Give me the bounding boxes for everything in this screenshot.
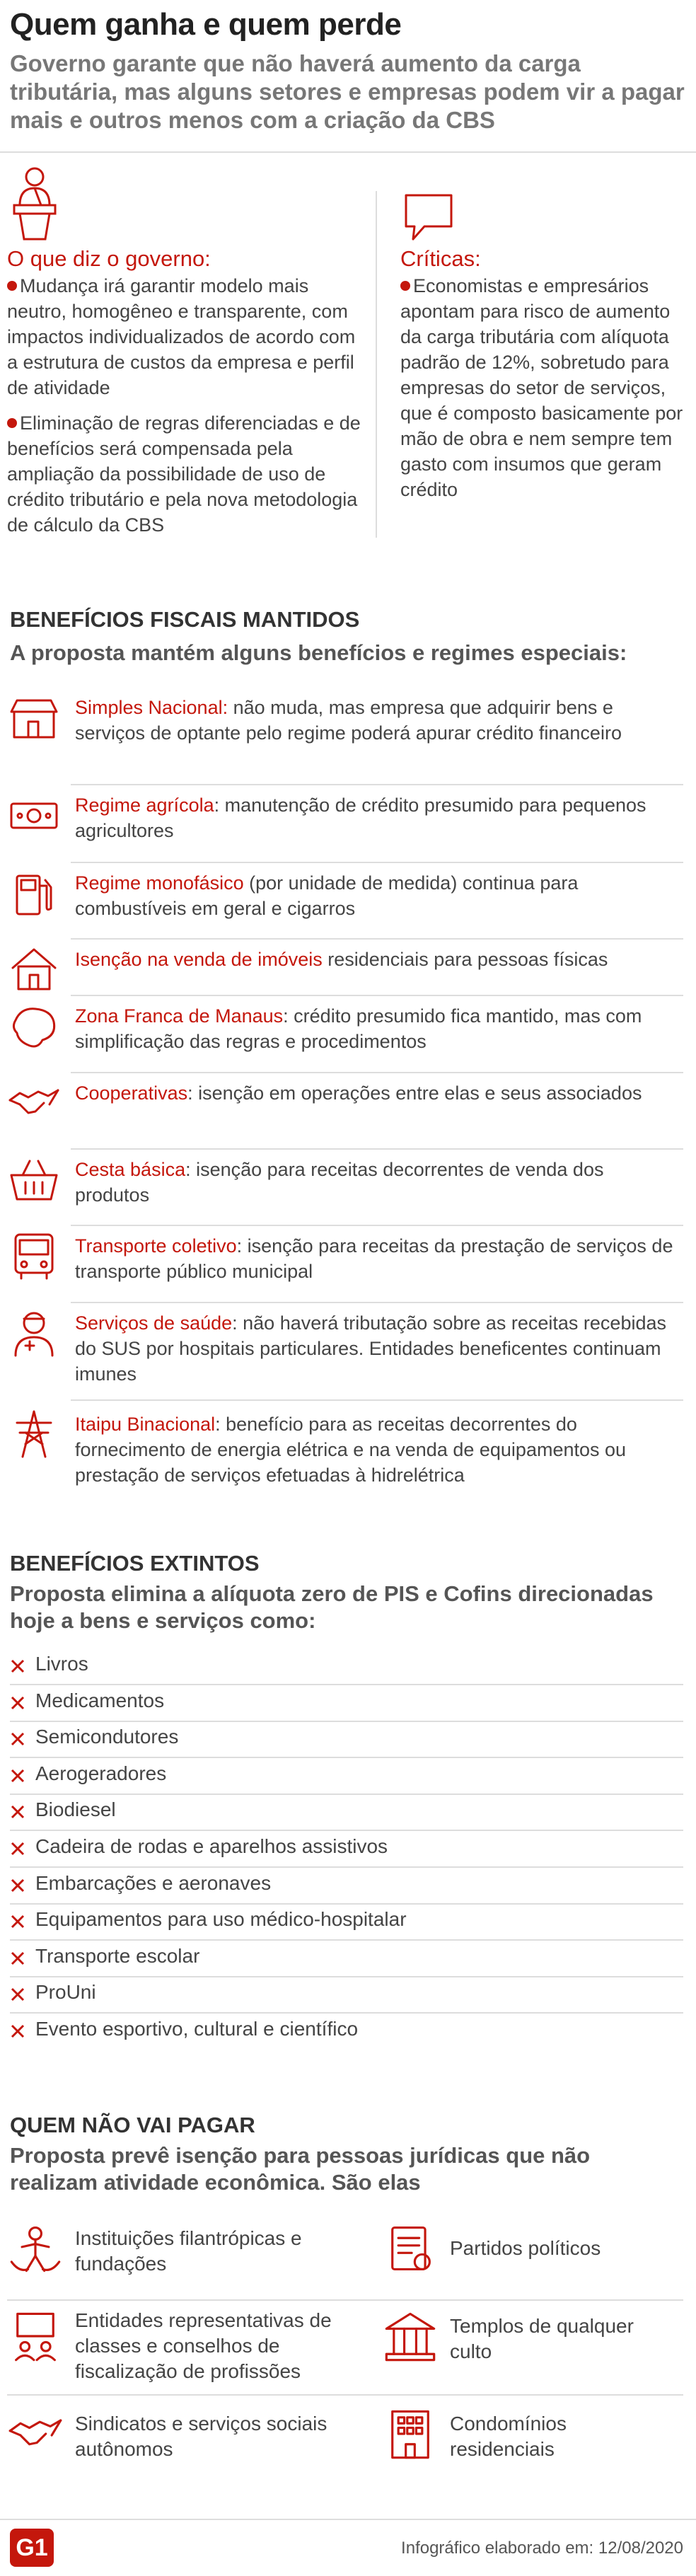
- maintained-text: [75, 1233, 676, 1284]
- cross-icon: [10, 1841, 25, 1856]
- cross-icon: [10, 1951, 25, 1966]
- divider: [71, 784, 683, 785]
- benefit-description: residenciais para pessoas físicas: [322, 949, 608, 970]
- handshake-icon: [7, 2405, 64, 2462]
- benefit-description: (por unidade de medida) continua para combustíveis em geral e cigarros: [75, 872, 579, 919]
- credit-text: Infográfico elaborado em: 12/08/2020: [401, 2539, 683, 2558]
- benefit-name: Cesta básica: [75, 1159, 186, 1180]
- exempt-label: Condomínios residenciais: [450, 2413, 567, 2460]
- page-subtitle: Governo garante que não haverá aumento da carga tributária, mas alguns setores e empresas podem vir a pagar mais e outros menos com a criação da CBS: [10, 50, 685, 133]
- bullet-dot: [400, 281, 410, 291]
- government-item: Mudança irá garantir modelo mais neutro, homogêneo e transparente, com impactos individualizados de acordo com a estrutura de custos da empresa e perfil de atividade: [7, 275, 356, 398]
- maintained-text: [75, 870, 676, 921]
- exempt-label: Entidades representativas de classes e conselhos de fiscalização de profissões: [75, 2309, 332, 2382]
- extinct-row: [0, 1941, 696, 1977]
- handshake-icon: [7, 1076, 61, 1130]
- maintained-text: [75, 792, 676, 843]
- basket-icon: [7, 1153, 61, 1206]
- cross-icon: [10, 1987, 25, 2002]
- exempt-item: [382, 2308, 679, 2386]
- divider: [71, 995, 683, 996]
- exempt-label: Partidos políticos: [450, 2237, 601, 2259]
- exempt-title: QUEM NÃO VAI PAGAR: [10, 2113, 255, 2137]
- divider: [0, 151, 696, 153]
- extinct-subtitle: Proposta elimina a alíquota zero de PIS e Cofins direcionadas hoje a bens e serviços como:: [10, 1581, 654, 1633]
- fuel-pump-icon: [7, 866, 61, 920]
- cross-icon: [10, 2023, 25, 2039]
- cross-icon: [10, 1914, 25, 1929]
- cross-icon: [10, 1804, 25, 1820]
- speech-bubble-icon: [400, 190, 457, 246]
- exempt-subtitle: Proposta prevê isenção para pessoas jurídicas que não realizam atividade econômica. São elas: [10, 2143, 591, 2195]
- cross-icon: [10, 1658, 25, 1674]
- maintained-title: BENEFÍCIOS FISCAIS MANTIDOS: [10, 607, 360, 632]
- extinct-row: [0, 2014, 696, 2050]
- charity-icon: [7, 2220, 64, 2277]
- extinct-label: Embarcações e aeronaves: [35, 1871, 272, 1894]
- critics-heading: Críticas:: [400, 246, 481, 271]
- cross-icon: [10, 1695, 25, 1711]
- benefit-name: Regime agrícola: [75, 795, 214, 816]
- benefit-description: não muda, mas empresa que adquirir bens e serviços de optante pelo regime poderá apurar crédito financeiro: [75, 697, 622, 744]
- power-tower-icon: [7, 1407, 61, 1461]
- extinct-row: [0, 1648, 696, 1685]
- bullet-dot: [7, 418, 17, 428]
- benefit-name: Simples Nacional:: [75, 697, 228, 718]
- divider: [7, 2394, 683, 2396]
- divider: [0, 2519, 696, 2520]
- divider: [71, 1399, 683, 1401]
- cross-icon: [10, 1731, 25, 1747]
- house-icon: [7, 942, 61, 996]
- critics-item: Economistas e empresários apontam para risco de aumento da carga tributária com alíquota padrão de 12%, sobretudo para empresas do setor de serviços, que é composto basicamente por mão de obra e nem sempre tem gasto com insumos que geram crédito: [400, 275, 683, 500]
- extinct-title: BENEFÍCIOS EXTINTOS: [10, 1551, 260, 1576]
- maintained-text: [75, 695, 676, 746]
- column-divider: [376, 191, 377, 538]
- maintained-text: [75, 1157, 676, 1208]
- benefit-name: Cooperativas: [75, 1082, 188, 1104]
- bullet-dot: [7, 281, 17, 291]
- extinct-label: Equipamentos para uso médico-hospitalar: [35, 1908, 407, 1931]
- cross-icon: [10, 1768, 25, 1784]
- benefit-name: Zona Franca de Manaus: [75, 1005, 284, 1027]
- extinct-row: [0, 1721, 696, 1758]
- benefit-description: : não haverá tributação sobre as receitas recebidas do SUS por hospitais particulares. Entidades beneficentes continuam imunes: [75, 1312, 666, 1385]
- extinct-row: [0, 1685, 696, 1722]
- extinct-label: ProUni: [35, 1981, 96, 2004]
- divider: [71, 1072, 683, 1073]
- building-icon: [382, 2405, 439, 2462]
- extinct-row: [0, 1758, 696, 1795]
- divider: [71, 1302, 683, 1303]
- benefit-description: : isenção para receitas da prestação de serviços de transporte público municipal: [75, 1235, 673, 1282]
- extinct-label: Medicamentos: [35, 1689, 165, 1711]
- classroom-icon: [7, 2308, 64, 2364]
- temple-icon: [382, 2308, 439, 2364]
- benefit-description: : manutenção de crédito presumido para pequenos agricultores: [75, 795, 646, 841]
- g1-logo: G1: [10, 2529, 54, 2567]
- extinct-row: [0, 1868, 696, 1905]
- extinct-label: Transporte escolar: [35, 1944, 200, 1967]
- benefit-description: : benefício para as receitas decorrentes do fornecimento de energia elétrica e na venda de equipamentos ou prestação de serviços efetuadas à hidrelétrica: [75, 1414, 627, 1486]
- money-icon: [7, 788, 61, 842]
- podium-speaker-icon: [10, 164, 59, 242]
- extinct-row: [0, 1977, 696, 2014]
- maintained-text: [75, 947, 676, 972]
- government-column: [7, 246, 361, 538]
- map-icon: [7, 999, 61, 1053]
- extinct-label: Biodiesel: [35, 1798, 116, 1821]
- extinct-row: [0, 1904, 696, 1941]
- government-heading: O que diz o governo:: [7, 246, 211, 271]
- maintained-text: [75, 1411, 676, 1488]
- benefit-name: Regime monofásico: [75, 872, 244, 894]
- maintained-text: [75, 1003, 676, 1054]
- divider: [71, 938, 683, 940]
- extinct-label: Cadeira de rodas e aparelhos assistivos: [35, 1835, 388, 1857]
- extinct-label: Aerogeradores: [35, 1762, 167, 1784]
- exempt-label: Instituições filantrópicas e fundações: [75, 2227, 302, 2275]
- exempt-item: [382, 2405, 679, 2483]
- benefit-name: Transporte coletivo: [75, 1235, 237, 1257]
- benefit-name: Isenção na venda de imóveis: [75, 949, 323, 970]
- page-title: Quem ganha e quem perde: [10, 7, 402, 42]
- exempt-label: Templos de qualquer culto: [450, 2315, 634, 2362]
- exempt-item: [7, 2308, 361, 2386]
- maintained-text: [75, 1080, 676, 1106]
- divider: [71, 1148, 683, 1150]
- exempt-item: [7, 2220, 361, 2298]
- bus-icon: [7, 1229, 61, 1283]
- extinct-label: Livros: [35, 1653, 88, 1675]
- shop-icon: [7, 691, 61, 744]
- exempt-item: [7, 2405, 361, 2483]
- divider: [7, 2299, 683, 2301]
- exempt-item: [382, 2220, 679, 2298]
- exempt-label: Sindicatos e serviços sociais autônomos: [75, 2413, 327, 2460]
- maintained-text: [75, 1310, 676, 1387]
- divider: [71, 1225, 683, 1226]
- maintained-subtitle: A proposta mantém alguns benefícios e regimes especiais:: [10, 640, 627, 665]
- critics-column: [400, 246, 683, 502]
- benefit-name: Serviços de saúde: [75, 1312, 233, 1334]
- extinct-label: Semicondutores: [35, 1726, 179, 1748]
- doctor-icon: [7, 1306, 61, 1360]
- divider: [71, 862, 683, 863]
- benefit-description: : crédito presumido fica mantido, mas com simplificação das regras e procedimentos: [75, 1005, 642, 1052]
- cross-icon: [10, 1878, 25, 1893]
- benefit-description: : isenção para receitas decorrentes de venda dos produtos: [75, 1159, 604, 1206]
- ballot-icon: [382, 2220, 439, 2277]
- extinct-row: [0, 1794, 696, 1831]
- extinct-row: [0, 1831, 696, 1868]
- extinct-label: Evento esportivo, cultural e científico: [35, 2018, 359, 2040]
- government-item: Eliminação de regras diferenciadas e de benefícios será compensada pela ampliação da possibilidade de uso de crédito tributário e pela nova metodologia de cálculo da CBS: [7, 412, 361, 536]
- benefit-name: Itaipu Binacional: [75, 1414, 216, 1435]
- benefit-description: : isenção em operações entre elas e seus associados: [187, 1082, 642, 1104]
